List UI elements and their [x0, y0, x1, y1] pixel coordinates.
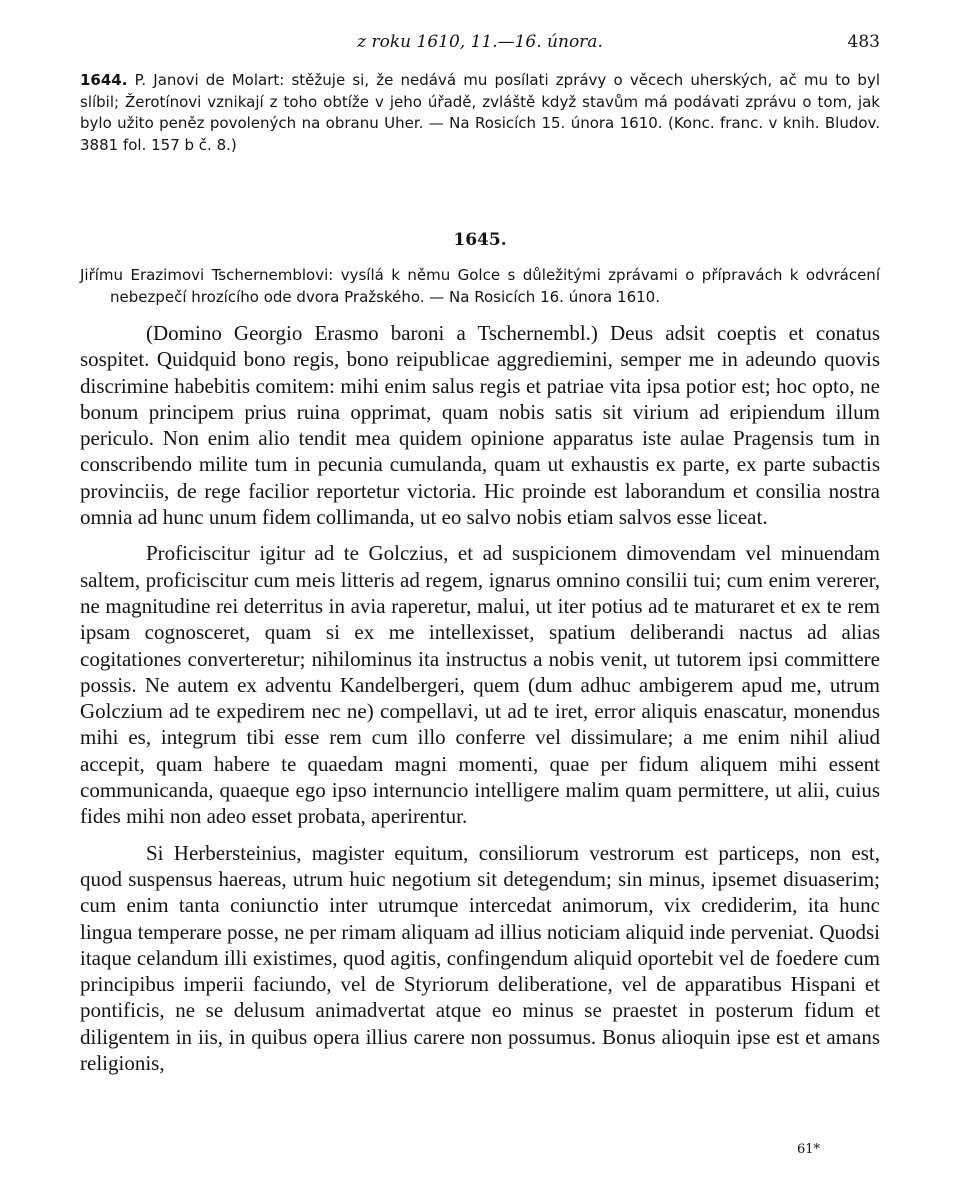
running-head	[80, 30, 880, 54]
document-number-1645: 1645.	[453, 230, 507, 250]
letter-paragraph: Si Herbersteinius, magister equitum, consiliorum vestrorum est particeps, non est, quod suspensus haereas, utrum huic negotium sit detegendum; sin minus, ipsemet disuaserim; cum enim tanta coniunctio inter utrumque intercedat animorum, vix crediderim, ita hunc lingua temperare posse, ne per rimam aliquam ad illius noticiam aliquid inde perveniat. Quodsi itaque celandum illi existimes, quod agitis, confingendum aliquid oportebit vel de foedere cum principibus imperii faciundo, vel de Styriorum deliberatione, vel de apparatibus Hispani et pontificis, ne se delusum animadvertat atque eo minus se praestet in posterum fidum et diligentem in iis, in quibus opera illius carere non possumus. Bonus alioquin ipse est et amans religionis,	[80, 840, 880, 1076]
document-summary-1645	[80, 264, 880, 308]
regest-1644	[80, 70, 880, 156]
document-page	[80, 30, 880, 1160]
signature-mark: 61*	[796, 1142, 820, 1157]
page-number: 483	[847, 32, 880, 52]
letter-paragraph: (Domino Georgio Erasmo baroni a Tschernembl.) Deus adsit coeptis et conatus sospitet. Quidquid bono regis, bono reipublicae aggrediemini, semper me in adeundo quovis discrimine habebitis comitem: mihi enim salus regis et patriae vita ipsa potior est; hoc opto, ne bonum principem prius ruina opprimat, quam nobis satis sit virium ad eripiendum illum periculo. Non enim alio tendit mea quidem opinione apparatus iste aulae Pragensis tum in conscribendo milite tum in pecunia cumulanda, quam ut exhaustis ex parte, ex parte subactis provinciis, de rege facilior reportetur victoria. Hic proinde est laborandum et consilia nostra omnia ad hunc unum fidem collimanda, ut eo salvo nobis etiam salvos esse liceat.	[80, 321, 880, 530]
letter-body	[80, 320, 880, 1076]
regest-1644-text: P. Janovi de Molart: stěžuje si, že nedává mu posílati zprávy o věcech uherských, ač mu to byl slíbil; Žerotínovi vznikají z toho obtíže v jeho úřadě, zvláště když stavům má podávati zprávu o tom, jak bylo užito peněz povolených na obranu Uher. — Na Rosicích 15. února 1610. (Konc. franc. v knih. Bludov. 3881 fol. 157 b č. 8.)	[80, 71, 880, 154]
regest-1644-number: 1644.	[80, 71, 128, 89]
summary-text: Jiřímu Erazimovi Tschernemblovi: vysílá k němu Golce s důležitými zprávami o přípravách k odvrácení nebezpečí hrozícího ode dvora Pražského. — Na Rosicích 16. února 1610.	[80, 266, 880, 306]
letter-paragraph: Proficiscitur igitur ad te Golczius, et ad suspicionem dimovendam vel minuendam saltem, proficiscitur cum meis litteris ad regem, ignarus omnino consilii tui; cum enim vererer, ne magnitudine rei deterritus in avia raperetur, malui, ut iter potius ad te maturaret et ex te rem ipsam cognosceret, quam si ex me intellexisset, spatium deliberandi nactus ad alias cogitationes converteretur; nihilominus ita instructus a nobis venit, ut tutorem ipsi committere possis. Ne autem ex adventu Kandelbergeri, quem (dum adhuc ambigerem apud me, utrum Golczium ad te expedirem nec ne) compellavi, ut ad te iret, error aliquis enascatur, monendus mihi es, integrum tibi esse rem cum illo conferre vel dissimulare; a me enim nihil aliud accepit, quam habere te quaedam magni momenti, quae per fidum aliquem mihi essent communicanda, quaeque ego ipso internuncio intelligere malim quam permittere, ut alii, cuius fides mihi non adeo esset probata, aperirentur.	[80, 541, 880, 829]
running-head-title: z roku 1610, 11.—16. února.	[357, 32, 603, 52]
